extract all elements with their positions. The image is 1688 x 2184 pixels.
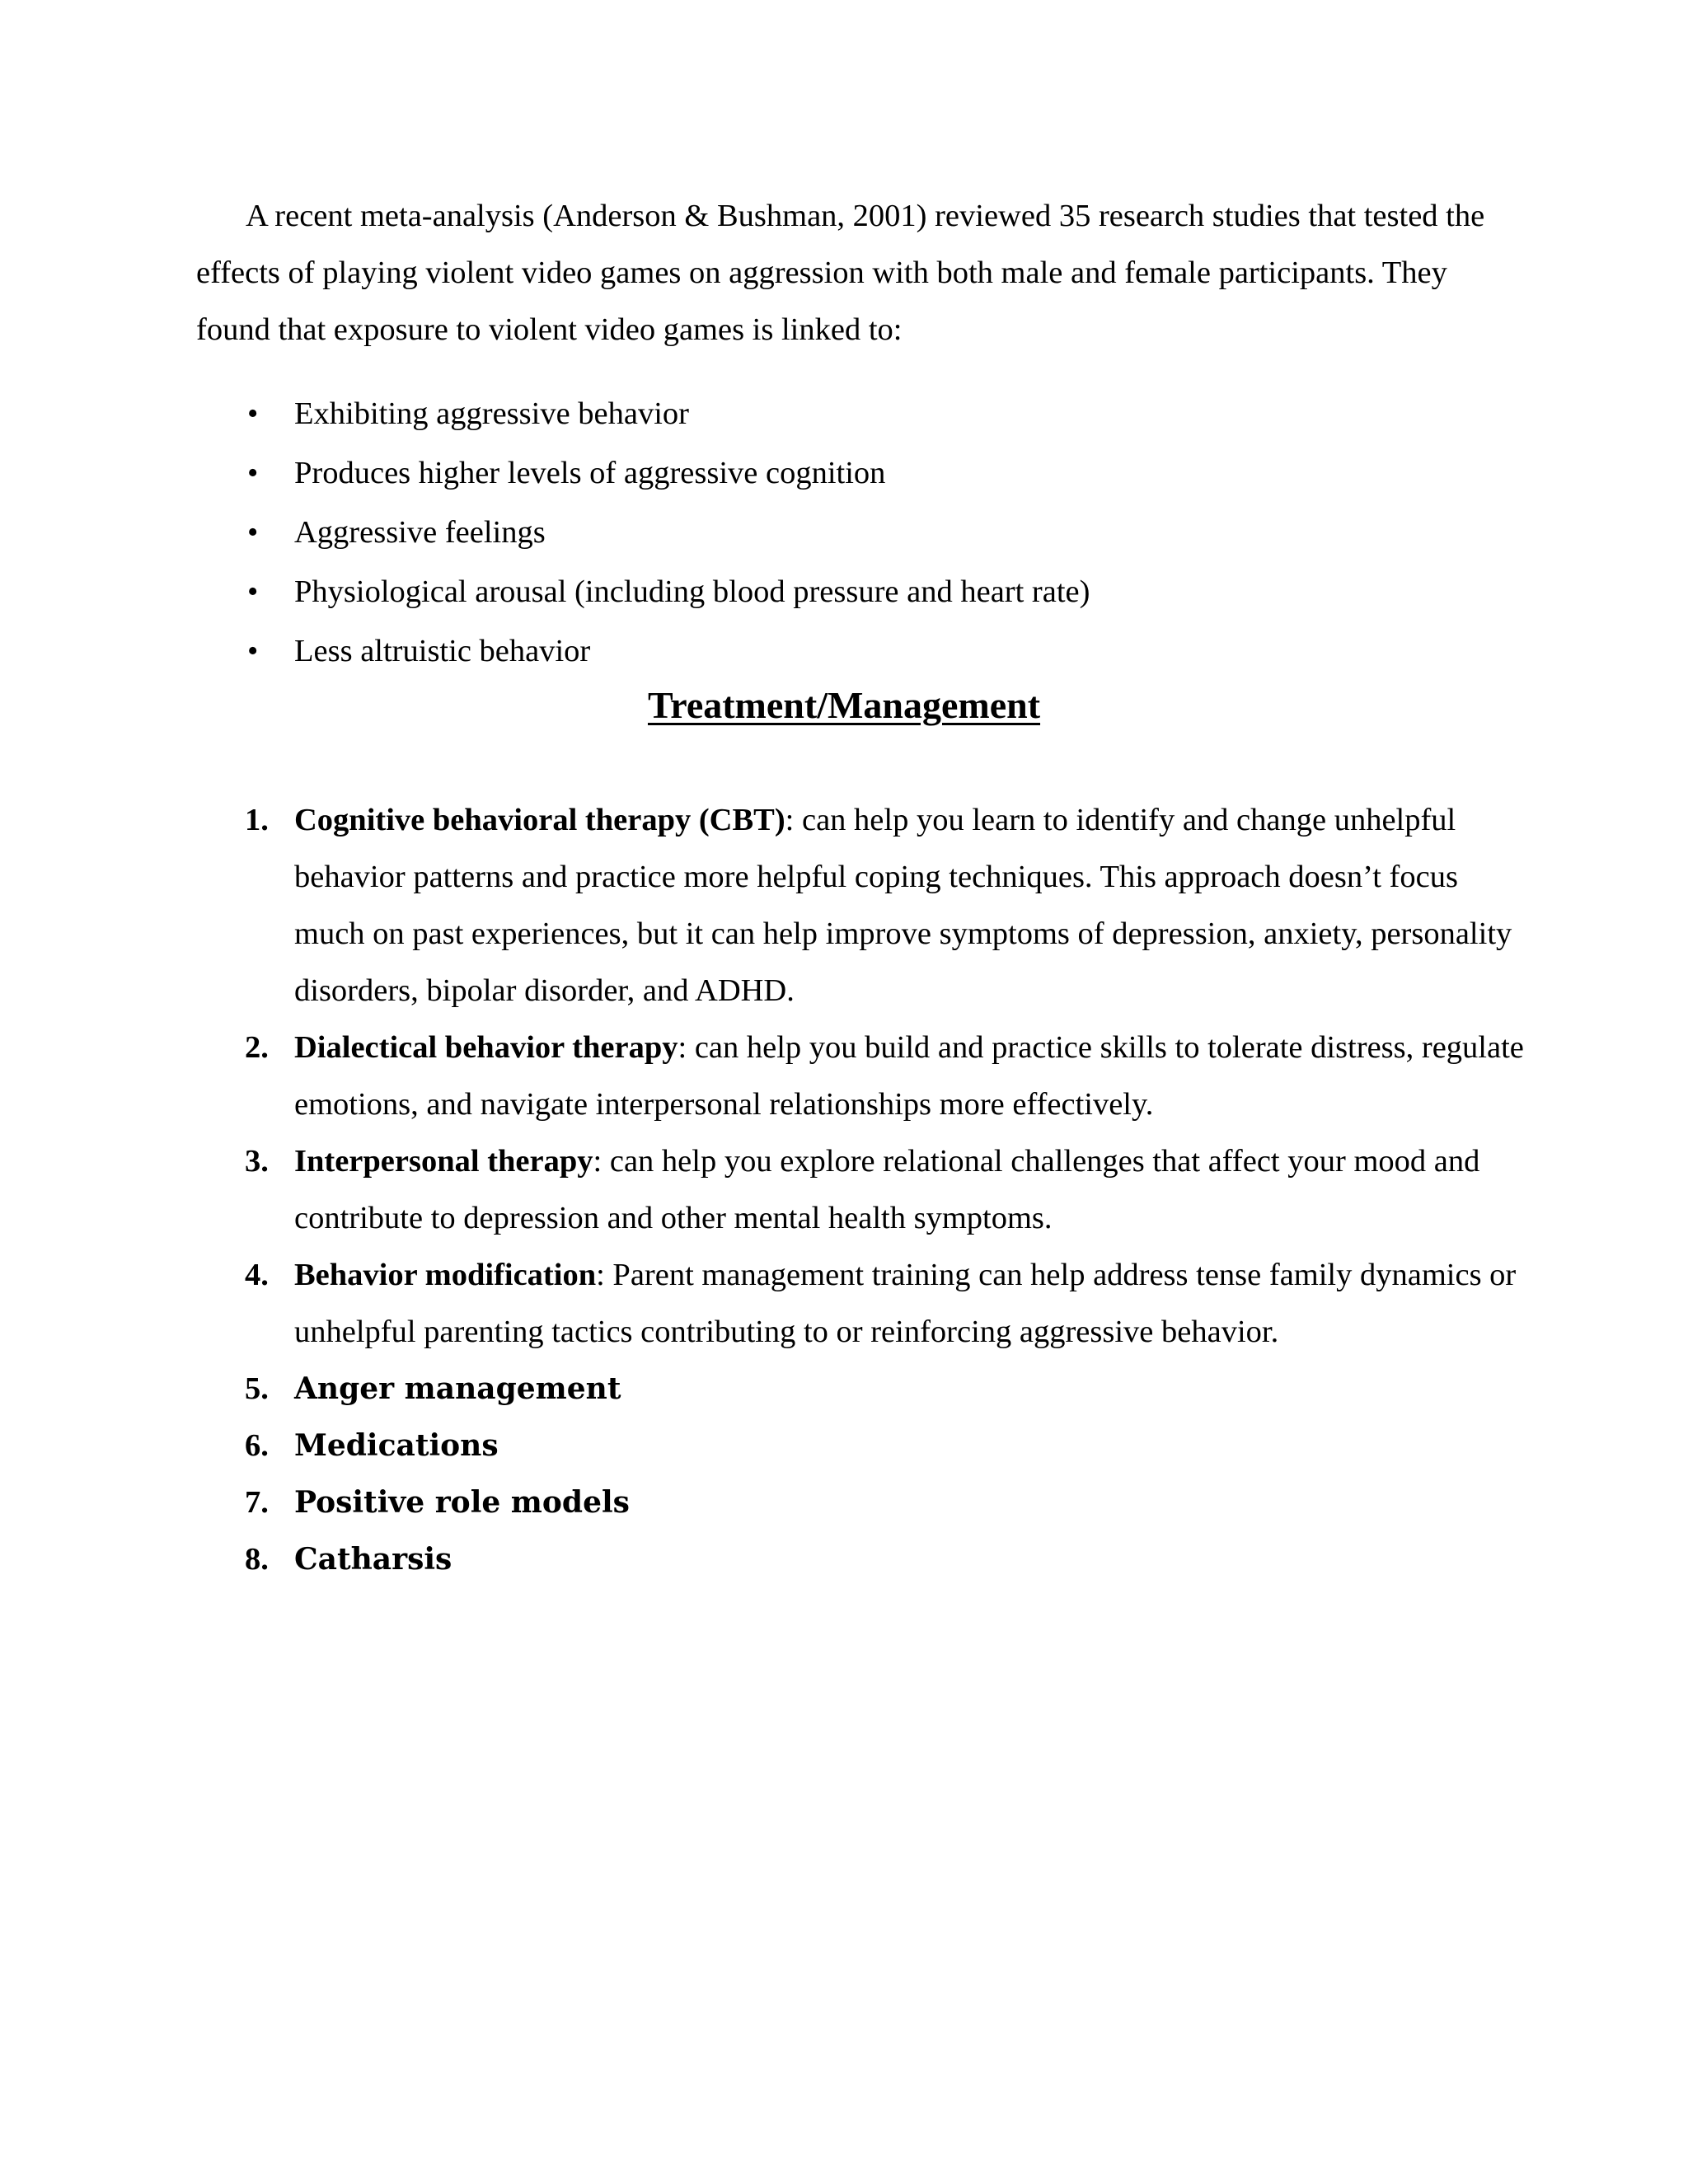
item-number: 3. — [245, 1144, 269, 1179]
treatment-list — [196, 792, 1531, 1588]
item-number: 4. — [245, 1258, 269, 1292]
item-number: 2. — [245, 1030, 269, 1065]
bullet-icon: • — [247, 515, 259, 550]
treatment-item — [196, 1247, 1531, 1361]
treatment-item — [196, 1474, 1531, 1531]
treatment-item — [196, 1133, 1531, 1247]
treatment-item — [196, 1418, 1531, 1474]
list-item: • Produces higher levels of aggressive cognition — [196, 443, 1490, 503]
bullet-icon: • — [247, 574, 259, 609]
bullet-icon: • — [247, 456, 259, 490]
treatment-term: Anger management — [294, 1371, 621, 1406]
treatment-term: Positive role models — [294, 1485, 630, 1520]
list-item: • Exhibiting aggressive behavior — [196, 384, 1490, 443]
bullet-icon: • — [247, 396, 259, 431]
list-item: • Less altruistic behavior — [196, 621, 1490, 681]
treatment-item — [196, 792, 1531, 1019]
treatment-item — [196, 1531, 1531, 1588]
treatment-term: Medications — [294, 1428, 499, 1463]
treatment-term: Behavior modification — [294, 1258, 597, 1292]
treatment-term: Dialectical behavior therapy — [294, 1030, 678, 1065]
intro-paragraph: A recent meta-analysis (Anderson & Bushman, 2001) reviewed 35 research studies that tested the effects of playing violent video games on aggression with both male and female participants. They found that exposure to violent video games is linked to: — [196, 199, 1485, 347]
treatment-description: : can help you learn to identify and change unhelpful behavior patterns and practice more helpful coping techniques. This approach doesn’t focus much on past experiences, but it can help improve symptoms of depression, anxiety, personality disorders, bipolar disorder, and ADHD. — [294, 803, 1512, 1008]
list-item: • Aggressive feelings — [196, 503, 1490, 562]
treatment-item — [196, 1361, 1531, 1418]
list-item: • Physiological arousal (including blood pressure and heart rate) — [196, 562, 1490, 621]
treatment-description: : can help you explore relational challenges that affect your mood and contribute to depression and other mental health symptoms. — [294, 1144, 1480, 1235]
bullet-icon: • — [247, 634, 259, 668]
treatment-item — [196, 1019, 1531, 1133]
treatment-term: Interpersonal therapy — [294, 1144, 593, 1179]
treatment-term: Catharsis — [294, 1542, 452, 1577]
item-number: 1. — [245, 803, 269, 837]
treatment-term: Cognitive behavioral therapy (CBT) — [294, 803, 785, 837]
item-number: 7. — [245, 1485, 269, 1520]
section-heading: Treatment/Management — [647, 684, 1041, 726]
findings-list — [196, 384, 1490, 681]
item-number: 5. — [245, 1371, 269, 1406]
treatment-description: : can help you build and practice skills to tolerate distress, regulate emotions, and navigate interpersonal relationships more effectively. — [294, 1030, 1524, 1122]
treatment-description: : Parent management training can help address tense family dynamics or unhelpful parenting tactics contributing to or reinforcing aggressive behavior. — [294, 1258, 1517, 1349]
item-number: 8. — [245, 1542, 269, 1577]
item-number: 6. — [245, 1428, 269, 1463]
